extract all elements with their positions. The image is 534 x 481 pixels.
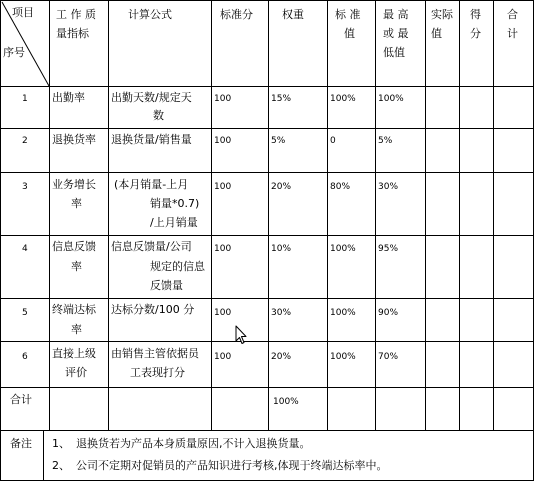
row-min-max: 90% [378,308,399,318]
col-border [43,430,44,481]
header-score: 得 [470,8,481,21]
row-standard-value: 100% [330,244,356,254]
row-min-max: 70% [378,352,399,362]
header-actual: 实际 [431,8,453,21]
note-text: 公司不定期对促销员的产品知识进行考核,体现于终端达标率中。 [76,459,388,472]
row-seq: 6 [22,352,28,362]
header-total: 计 [507,27,518,40]
header-standard-score: 标准分 [220,8,253,21]
notes-label: 备注 [10,437,32,450]
row-formula: 达标分数/100 分 [111,303,195,316]
header-formula: 计算公式 [128,8,172,21]
row-weight: 15% [271,94,292,104]
row-weight: 30% [271,308,292,318]
row-formula: /上月销量 [150,216,198,229]
row-indicator: 率 [71,197,82,210]
row-indicator: 业务增长 [52,178,96,191]
row-indicator: 率 [71,323,82,336]
header-indicator: 量指标 [56,27,89,40]
row-standard-value: 0 [330,136,336,146]
header-seq: 序号 [3,46,25,59]
row-standard-value: 100% [330,308,356,318]
total-label: 合计 [10,393,32,406]
header-min-max: 或 最 [383,27,409,40]
row-standard-value: 80% [330,182,351,192]
col-border [493,0,494,430]
row-border [0,0,534,1]
header-score: 分 [470,27,481,40]
row-formula: (本月销量-上月 [114,178,189,191]
row-indicator: 信息反馈 [52,240,96,253]
header-weight: 权重 [282,8,304,21]
header-actual: 值 [431,27,442,40]
row-formula: 信息反馈量/公司 [111,240,192,253]
row-formula: 工表现打分 [130,366,185,379]
row-weight: 10% [271,244,292,254]
row-seq: 4 [22,244,28,254]
row-standard-score: 100 [214,94,232,104]
row-indicator: 退换货率 [52,133,96,146]
row-standard-score: 100 [214,244,232,254]
row-min-max: 30% [378,182,399,192]
row-indicator: 终端达标 [52,303,96,316]
row-formula: 数 [153,109,164,122]
row-min-max: 95% [378,244,399,254]
note-text: 退换货若为产品本身质量原因,不计入退换货量。 [76,437,311,450]
row-min-max: 100% [378,94,404,104]
header-indicator: 工 作 质 [56,8,96,21]
mouse-cursor-icon [235,325,249,345]
row-seq: 5 [22,308,28,318]
row-formula: 由销售主管依据员 [111,347,199,360]
col-border [108,0,109,430]
row-seq: 2 [22,136,28,146]
row-border [0,86,534,87]
row-formula: 销量*0.7) [150,197,200,210]
row-border [0,298,534,299]
row-weight: 20% [271,352,292,362]
col-border [327,0,328,430]
row-standard-value: 100% [330,94,356,104]
row-weight: 5% [271,136,286,146]
row-border [0,341,534,342]
col-border [268,0,269,430]
row-formula: 出勤天数/规定天 [111,91,192,104]
row-standard-score: 100 [214,308,232,318]
col-border [211,0,212,430]
row-seq: 3 [22,182,28,192]
header-min-max: 低值 [383,46,405,59]
row-formula: 规定的信息 [150,260,205,273]
row-standard-score: 100 [214,182,232,192]
row-min-max: 5% [378,136,393,146]
header-total: 合 [507,8,518,21]
note-number: 1、 [52,437,70,450]
row-border [0,235,534,236]
header-min-max: 最 高 [383,8,409,21]
note-number: 2、 [52,459,70,472]
row-indicator: 出勤率 [52,91,85,104]
row-seq: 1 [22,94,28,104]
col-border [459,0,460,430]
header-standard-value: 值 [344,27,355,40]
row-indicator: 评价 [65,366,87,379]
row-standard-value: 100% [330,352,356,362]
row-border [0,172,534,173]
header-standard-value: 标 准 [335,8,361,21]
col-border [425,0,426,430]
row-weight: 20% [271,182,292,192]
row-formula: 反馈量 [150,279,183,292]
row-border [0,430,534,431]
header-project: 项目 [12,6,34,19]
row-standard-score: 100 [214,136,232,146]
row-indicator: 率 [71,260,82,273]
row-border [0,128,534,129]
row-standard-score: 100 [214,352,232,362]
row-border [0,387,534,388]
col-border [375,0,376,430]
row-indicator: 直接上级 [52,347,96,360]
row-formula: 退换货量/销售量 [111,133,192,146]
total-weight: 100% [273,397,299,407]
